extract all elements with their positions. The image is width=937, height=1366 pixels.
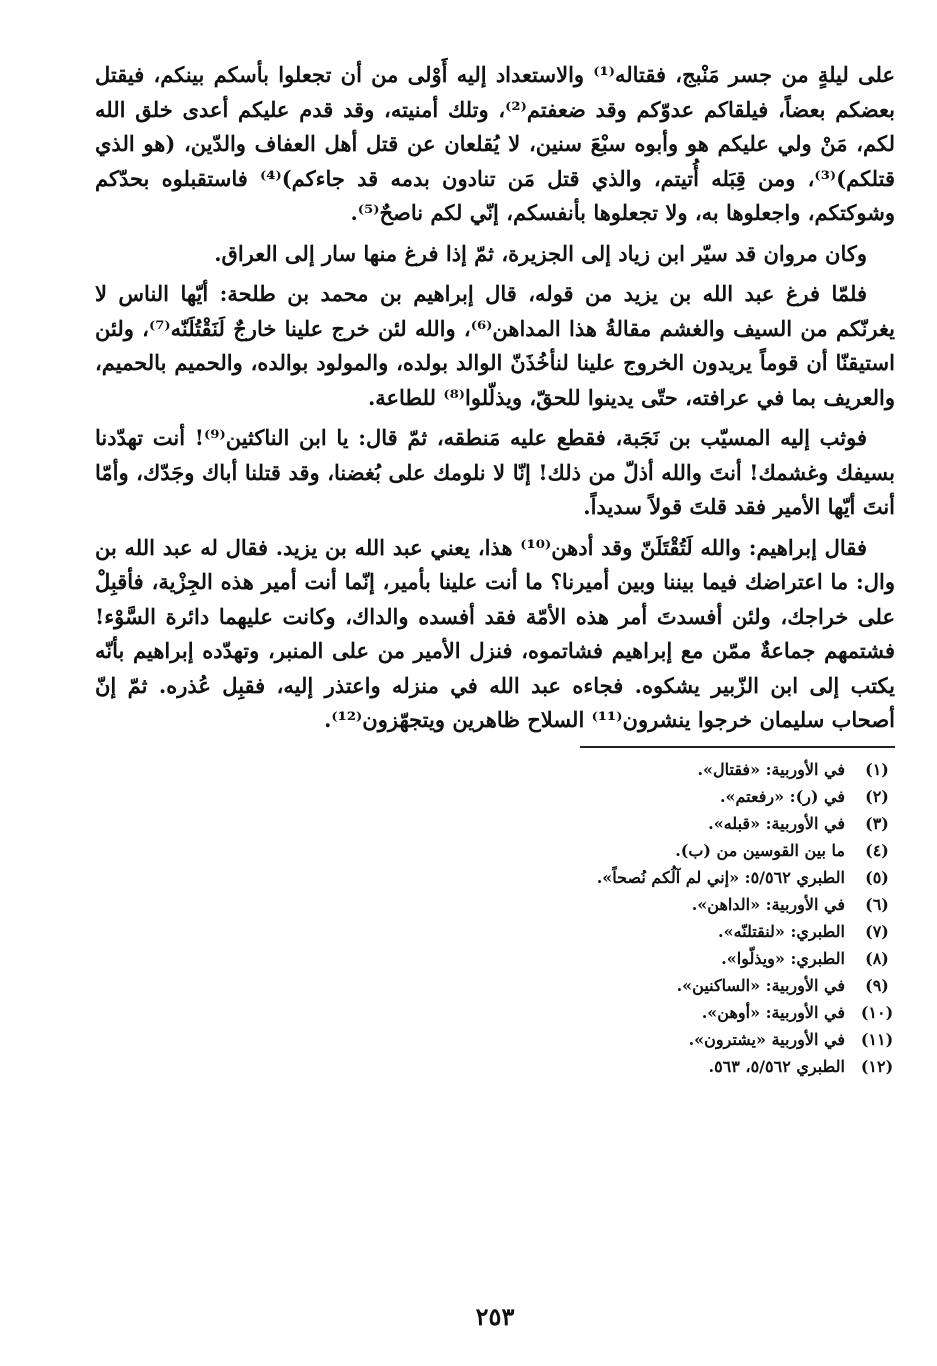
footnote-text: في الأوربية «يشترون». <box>688 1029 845 1049</box>
footnote-number: (٧) <box>865 921 889 941</box>
footnote-text: في الأوربية: «الداهن». <box>691 894 845 914</box>
paragraph-5: فقال إبراهيم: والله لَتُقْتَلَنّ وقد أدهن⁽¹⁰⁾ هذا، يعني عبد الله بن يزيد. فقال له عبد الله بن وال: ما اعتراضك فيما بيننا وبين أميرنا؟ ما أنت علينا بأمير، إنّما أنت أمير هذه الجِزْية، فأقبِلْ على خراجك، ولئن أفسدتَ أمر هذه الأمّة فقد أفسده والداك، وكانت عليهما دائرة السَّوْء! فشتمهم جماعةٌ ممّن مع إبراهيم فشاتموه، فنزل الأمير من على المنبر، وتهدّده إبراهيم بأنّه يكتب إلى ابن الزّبير يشكوه. فجاءه عبد الله في منزله واعتذر إليه، فقبِل عُذره. ثمّ إنّ أصحاب سليمان خرجوا ينشرون⁽¹¹⁾ السلاح ظاهرين ويتجهّزون⁽¹²⁾. <box>95 534 895 732</box>
footnote-text: في الأوربية: «قبله». <box>708 813 845 833</box>
document-page <box>95 58 895 1331</box>
footnote-text: الطبري ٥/٥٦٢، ٥٦٣. <box>708 1056 845 1076</box>
footnote-number: (٤) <box>865 840 889 860</box>
footnote-number: (١١) <box>860 1029 894 1049</box>
footnote <box>95 918 895 945</box>
footnote-number: (١) <box>865 759 889 779</box>
footnote <box>95 1053 895 1080</box>
footnote-text: الطبري ٥/٥٦٢: «إني لم آلُكم نُصحاً». <box>596 867 845 887</box>
page-number: ٢٥٣ <box>475 1302 515 1331</box>
footnote-number: (١٠) <box>860 1002 894 1022</box>
paragraph-3: فلمّا فرغ عبد الله بن يزيد من قوله، قال إبراهيم بن محمد بن طلحة: أيّها الناس لا يغرنّكم من السيف والغشم مقالةُ هذا المداهن⁽⁶⁾، والله لئن خرج علينا خارجٌ لَنَقْتُلَنّه⁽⁷⁾، ولئن استيقنّا أن قوماً يريدون الخروج علينا لنأخُذَنّ الوالد بولده، والمولود بوالده، والحميم بالحميم، والعريف بما في عرافته، حتّى يدينوا للحقّ، ويذلّلوا⁽⁸⁾ للطاعة. <box>95 281 895 410</box>
footnote-text: في الأوربية: «فقتال». <box>697 759 845 779</box>
paragraph-4: فوثب إليه المسيّب بن نَجَبة، فقطع عليه مَنطقه، ثمّ قال: يا ابن الناكثين⁽⁹⁾! أنت تهدّدنا بسيفك وغشمك! أنتَ والله أذلّ من ذلك! إنّا لا نلومك على بُغضنا، وقد قتلنا أباك وجَدّك، وأمّا أنتَ أيّها الأمير فقد قلتَ قولاً سديداً. <box>95 425 895 519</box>
footnote <box>95 756 895 783</box>
footnote <box>95 891 895 918</box>
footnote-number: (٨) <box>865 948 889 968</box>
footnote <box>95 783 895 810</box>
footnote <box>95 972 895 999</box>
footnote-number: (١٢) <box>860 1056 894 1076</box>
footnote-number: (٥) <box>865 867 889 887</box>
footnote-text: الطبري: «لنقتلنّه». <box>718 921 845 941</box>
footnote <box>95 1026 895 1053</box>
paragraph-1: على ليلةٍ من جسر مَنْبج، فقتاله⁽¹⁾ والاستعداد إليه أَوْلى من أن تجعلوا بأسكم بينكم، فيقتل بعضكم بعضاً، فيلقاكم عدوّكم وقد ضعفتم⁽²⁾، وتلك أمنيته، وقد قدم عليكم أعدى خلق الله لكم، مَنْ ولي عليكم هو وأبوه سبْعَ سنين، لا يُقلعان عن قتل أهل العفاف والدّين، (هو الذي قتلكم)⁽³⁾، ومن قِبَله أُتيتم، والذي قتل مَن تنادون بدمه قد جاءكم)⁽⁴⁾ فاستقبلوه بحدّكم وشوكتكم، واجعلوها به، ولا تجعلوها بأنفسكم، إنّي لكم ناصحٌ⁽⁵⁾. <box>95 62 895 225</box>
footnote-number: (٩) <box>865 975 889 995</box>
footnotes-list <box>95 756 895 1080</box>
footnote <box>95 999 895 1026</box>
main-text <box>95 58 895 738</box>
paragraph-2: وكان مروان قد سيّر ابن زياد إلى الجزيرة، ثمّ إذا فرغ منها سار إلى العراق. <box>214 240 867 266</box>
footnote-text: في الأوربية: «الساكنين». <box>676 975 845 995</box>
footnote-text: ما بين القوسين من (ب). <box>675 840 845 860</box>
footnote-number: (٣) <box>865 813 889 833</box>
footnote-text: في الأوربية: «أوهن». <box>701 1002 845 1022</box>
footnote <box>95 864 895 891</box>
footnote <box>95 945 895 972</box>
footnote <box>95 837 895 864</box>
footnote <box>95 810 895 837</box>
footnote-number: (٢) <box>865 786 889 806</box>
footnote-text: في (ر): «رفعتم». <box>719 786 845 806</box>
footnote-text: الطبري: «ويذلّوا». <box>721 948 845 968</box>
footnote-number: (٦) <box>865 894 889 914</box>
footnote-divider <box>580 746 895 748</box>
